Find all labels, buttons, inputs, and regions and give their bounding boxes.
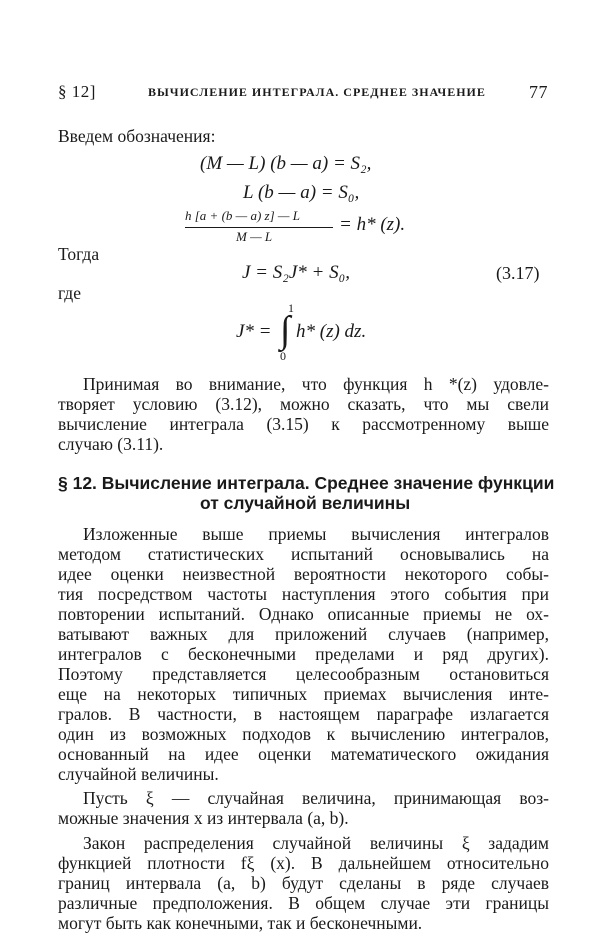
para4-line-4: различные предположения. В общем случае эти границы [58, 893, 549, 913]
equation-5-integrand: h* (z) dz. [296, 321, 367, 342]
equation-2: L (b — a) = S₀, [243, 182, 360, 203]
para2-line-13: случайной величины. [58, 764, 219, 784]
para4-line-2: функцией плотности fξ (x). В дальнейшем относительно [58, 853, 549, 873]
equation-3-rhs: = h* (z). [339, 214, 406, 235]
para3-line-2: можные значения x из интервала (a, b). [58, 808, 349, 828]
para4-line-5: могут быть как конечными, так и бесконечными. [58, 913, 423, 933]
intro-text: Введем обозначения: [58, 126, 216, 146]
para2-line-8: Поэтому представляется целесообразным остановиться [58, 664, 549, 684]
para3-line-1: Пусть ξ — случайная величина, принимающая воз- [83, 788, 549, 808]
para2-line-1: Изложенные выше приемы вычисления интегралов [83, 524, 549, 544]
para2-line-2: методом статистических испытаний основывались на [58, 544, 549, 564]
equation-3-denominator: M — L [236, 229, 273, 244]
then-word: Тогда [58, 244, 100, 264]
integral-upper-limit: 1 [288, 301, 294, 315]
para1-line-2: творяет условию (3.12), можно сказать, что мы свели [58, 394, 549, 414]
para2-line-10: гралов. В частности, в настоящем параграфе излагается [58, 704, 549, 724]
equation-4: J = S₂J* + S₀, [242, 262, 350, 283]
page-number: 77 [529, 82, 548, 102]
para4-line-3: границ интервала (a, b) будут сделаны в ряде случаев [58, 873, 549, 893]
fraction-bar [185, 227, 333, 228]
running-head [58, 82, 548, 106]
running-head-title: ВЫЧИСЛЕНИЕ ИНТЕГРАЛА. СРЕДНЕЕ ЗНАЧЕНИЕ [148, 85, 486, 99]
para2-line-5: повторении испытаний. Однако описанные приемы не ох- [58, 604, 549, 624]
para2-line-9: еще на некоторых типичных приемах вычисления инте- [58, 684, 549, 704]
equation-4-number: (3.17) [496, 263, 540, 283]
para2-line-12: основанный на идее оценки математического ожидания [58, 744, 549, 764]
para1-line-4: случаю (3.11). [58, 434, 164, 454]
section-heading-line-2: от случайной величины [200, 493, 411, 513]
para1-line-1: Принимая во внимание, что функция h *(z) удовле- [83, 374, 549, 394]
integral-lower-limit: 0 [280, 349, 286, 363]
para1-line-3: вычисление интеграла (3.15) к рассмотренному выше [58, 414, 549, 434]
para2-line-3: идее оценки неизвестной вероятности некоторого собы- [58, 564, 549, 584]
para4-line-1: Закон распределения случайной величины ξ зададим [83, 833, 549, 853]
equation-1: (M — L) (b — a) = S₂, [200, 153, 372, 174]
integral-sign: ∫ [280, 309, 291, 351]
para2-line-11: один из возможных подходов к вычислению интегралов, [58, 724, 549, 744]
running-head-section: § 12] [58, 82, 96, 101]
section-heading-line-1: § 12. Вычисление интеграла. Среднее значение функции [58, 473, 555, 493]
equation-3-numerator: h [a + (b — a) z] — L [185, 208, 300, 223]
where-word: где [58, 283, 81, 303]
para2-line-6: ватывают важных для приложений случаев (например, [58, 624, 549, 644]
para2-line-4: тия посредством частоты наступления этого события при [58, 584, 549, 604]
equation-5-lhs: J* = [236, 321, 272, 342]
para2-line-7: интегралов с бесконечными пределами и ряд других). [58, 644, 549, 664]
